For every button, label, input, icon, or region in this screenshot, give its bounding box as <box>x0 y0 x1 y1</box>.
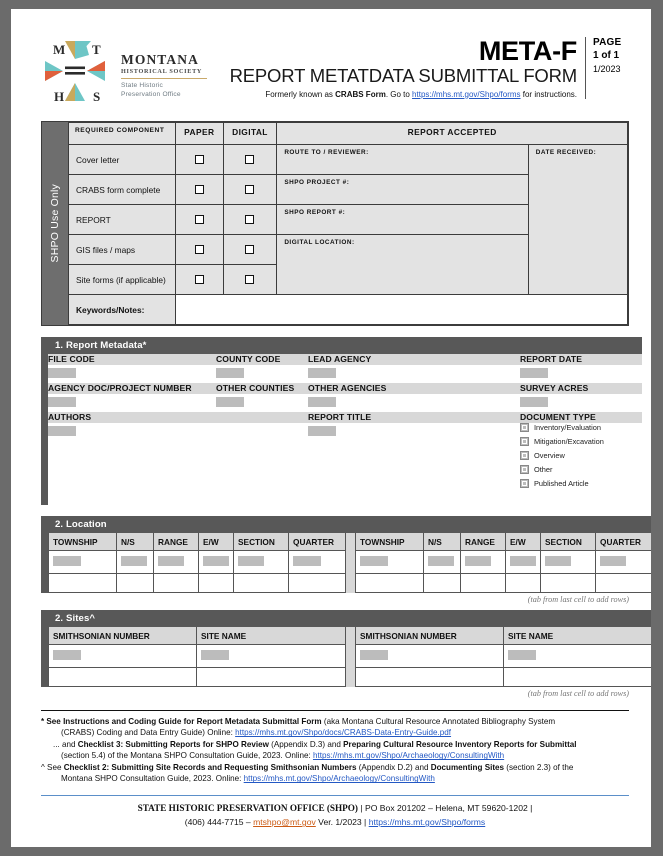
cell-smithsonian-2-r2[interactable] <box>356 668 504 687</box>
cell-ew-1-r1[interactable] <box>199 551 234 574</box>
input-report-title[interactable] <box>308 423 520 505</box>
footnote-text-8: Montana SHPO Consultation Guide, 2023. Online: <box>61 774 244 784</box>
section-sites <box>41 610 629 687</box>
footnote-2 <box>41 739 629 750</box>
form-field-shading <box>520 368 548 378</box>
logo-divider <box>121 78 207 79</box>
footer-forms-link[interactable]: https://mhs.mt.gov/Shpo/forms <box>368 817 486 828</box>
cell-ew-2-r2[interactable] <box>506 574 541 593</box>
montana-star-logo-icon <box>39 35 111 107</box>
col-range-2: RANGE <box>461 533 506 551</box>
option-label: Other <box>534 465 553 474</box>
field-route-to-reviewer[interactable]: ROUTE TO / REVIEWER: <box>277 145 528 175</box>
sites-table <box>48 627 651 687</box>
label-file-code: FILE CODE <box>48 354 216 365</box>
input-survey-acres[interactable] <box>520 394 642 412</box>
label-report-date: REPORT DATE <box>520 354 642 365</box>
table-row <box>48 394 642 412</box>
cell-township-2-r1[interactable] <box>356 551 424 574</box>
footnote-bold-2: Checklist 3: Submitting Reports for SHPO Review <box>77 739 269 749</box>
cell-smithsonian-2-r1[interactable] <box>356 645 504 668</box>
cell-range-2-r1[interactable] <box>461 551 506 574</box>
col-ew-2: E/W <box>506 533 541 551</box>
footnote-text-6: (Appendix D.2) and <box>356 762 431 772</box>
cell-section-1-r2[interactable] <box>234 574 289 593</box>
section-sites-title: 2. Sites^ <box>48 610 651 627</box>
shpo-use-only-block <box>41 121 629 326</box>
label-report-title: REPORT TITLE <box>308 412 520 423</box>
form-field-shading <box>121 556 147 566</box>
col-section-2: SECTION <box>541 533 596 551</box>
form-title-block <box>230 35 637 99</box>
cell-ew-1-r2[interactable] <box>199 574 234 593</box>
component-crabs-form: CRABS form complete <box>69 175 176 205</box>
form-subtitle <box>230 90 577 100</box>
input-other-agencies[interactable] <box>308 394 520 412</box>
table-row <box>48 412 642 423</box>
table-gutter <box>346 645 356 668</box>
col-smithsonian-number-1: SMITHSONIAN NUMBER <box>49 627 197 645</box>
checkbox-icon[interactable] <box>195 185 204 194</box>
table-gutter <box>346 627 356 645</box>
form-field-shading <box>308 426 336 436</box>
component-gis-files: GIS files / maps <box>69 235 176 265</box>
checkbox-icon[interactable] <box>520 423 529 432</box>
section-accent-bar <box>41 337 48 505</box>
paper-checkbox-cover-letter[interactable] <box>175 145 223 175</box>
component-report: REPORT <box>69 205 176 235</box>
form-field-shading <box>508 650 536 660</box>
footer-phone: (406) 444-7715 – <box>184 817 254 828</box>
input-file-code[interactable] <box>48 365 216 383</box>
digital-checkbox-gis-files[interactable] <box>223 235 277 265</box>
option-overview[interactable] <box>520 451 642 460</box>
table-row <box>69 145 628 175</box>
form-field-shading <box>308 397 336 407</box>
report-metadata-table <box>48 354 642 505</box>
component-site-forms: Site forms (if applicable) <box>69 265 176 295</box>
table-gutter <box>346 551 356 574</box>
table-row <box>48 383 642 394</box>
label-keywords-notes: Keywords/Notes: <box>69 295 176 325</box>
cell-ns-1-r2[interactable] <box>117 574 154 593</box>
footer-email-link[interactable]: mtshpo@mt.gov <box>253 817 316 828</box>
label-county-code: COUNTY CODE <box>216 354 308 365</box>
option-label: Overview <box>534 451 565 460</box>
footnote-bold-5: Documenting Sites <box>430 762 505 772</box>
footnote-3 <box>41 762 629 773</box>
col-township-2: TOWNSHIP <box>356 533 424 551</box>
checkbox-icon[interactable] <box>245 215 254 224</box>
table-row <box>49 533 652 551</box>
form-title: REPORT METATDATA SUBMITTAL FORM <box>229 65 577 87</box>
cell-quarter-1-r1[interactable] <box>289 551 346 574</box>
footnote-text-3: ... and <box>53 739 78 749</box>
checkbox-icon[interactable] <box>520 451 529 460</box>
cell-ns-1-r1[interactable] <box>117 551 154 574</box>
col-smithsonian-number-2: SMITHSONIAN NUMBER <box>356 627 504 645</box>
cell-site-name-2-r1[interactable] <box>504 645 652 668</box>
document-header <box>11 9 651 107</box>
paper-checkbox-site-forms[interactable] <box>175 265 223 295</box>
shpo-table <box>68 122 628 325</box>
cell-ew-2-r1[interactable] <box>506 551 541 574</box>
table-row <box>49 574 652 593</box>
checkbox-icon[interactable] <box>245 155 254 164</box>
table-row <box>69 295 628 325</box>
cell-site-name-2-r2[interactable] <box>504 668 652 687</box>
checkbox-icon[interactable] <box>520 465 529 474</box>
section-accent-bar <box>41 610 48 687</box>
label-lead-agency: LEAD AGENCY <box>308 354 520 365</box>
form-field-shading <box>216 368 244 378</box>
footnote-text-4: (Appendix D.3) and <box>268 739 344 749</box>
form-field-shading <box>600 556 626 566</box>
cell-quarter-1-r2[interactable] <box>289 574 346 593</box>
consulting-with-link-1[interactable]: https://mhs.mt.gov/Shpo/Archaeology/ConsultingWith <box>312 751 505 761</box>
form-field-shading <box>48 426 76 436</box>
form-field-shading <box>520 397 548 407</box>
section-report-metadata <box>41 337 629 505</box>
cell-township-1-r1[interactable] <box>49 551 117 574</box>
cell-range-2-r2[interactable] <box>461 574 506 593</box>
checkbox-icon[interactable] <box>195 275 204 284</box>
cell-smithsonian-1-r2[interactable] <box>49 668 197 687</box>
mhs-logo <box>39 35 207 107</box>
option-published-article[interactable] <box>520 479 642 488</box>
col-ns-1: N/S <box>117 533 154 551</box>
table-row <box>48 423 642 505</box>
col-quarter-2: QUARTER <box>596 533 652 551</box>
section1-title: 1. Report Metadata* <box>48 337 642 354</box>
label-other-agencies: OTHER AGENCIES <box>308 383 520 394</box>
table-gutter <box>346 574 356 593</box>
field-shpo-report-number[interactable]: SHPO REPORT #: <box>277 205 528 235</box>
checkbox-icon[interactable] <box>245 275 254 284</box>
subtitle-mid: . Go to <box>385 89 413 99</box>
input-lead-agency[interactable] <box>308 365 520 383</box>
footnote-marker: * See <box>41 717 64 726</box>
label-survey-acres: SURVEY ACRES <box>520 383 642 394</box>
document-page <box>11 9 651 847</box>
table-gutter <box>346 533 356 551</box>
checkbox-icon[interactable] <box>520 479 529 488</box>
cell-site-name-1-r2[interactable] <box>197 668 346 687</box>
table-row <box>69 123 628 145</box>
footer-address: | PO Box 201202 – Helena, MT 59620-1202 | <box>358 803 533 814</box>
svg-text:M: M <box>53 42 66 57</box>
field-digital-location[interactable]: DIGITAL LOCATION: <box>277 235 528 295</box>
form-field-shading <box>510 556 536 566</box>
footer-office-name: STATE HISTORIC PRESERVATION OFFICE (SHPO) <box>137 803 358 814</box>
form-field-shading <box>360 650 388 660</box>
component-cover-letter: Cover letter <box>69 145 176 175</box>
footnote-3b <box>41 773 629 784</box>
checkbox-icon[interactable] <box>245 245 254 254</box>
svg-text:S: S <box>93 89 101 104</box>
cell-township-1-r2[interactable] <box>49 574 117 593</box>
option-label: Inventory/Evaluation <box>534 423 601 432</box>
document-footer <box>41 795 629 829</box>
footnote-text-1: (aka Montana Cultural Resource Annotated Bibliography System <box>321 717 556 726</box>
form-field-shading <box>308 368 336 378</box>
checkbox-icon[interactable] <box>520 437 529 446</box>
option-label: Mitigation/Excavation <box>534 437 604 446</box>
checkbox-icon[interactable] <box>195 155 204 164</box>
section-location-title: 2. Location <box>48 516 651 533</box>
paper-checkbox-report[interactable] <box>175 205 223 235</box>
digital-checkbox-crabs-form[interactable] <box>223 175 277 205</box>
col-required-component: REQUIRED COMPONENT <box>69 123 176 145</box>
footnote-bold-1: Instructions and Coding Guide for Report Metadata Submittal Form <box>63 717 322 726</box>
form-field-shading <box>158 556 184 566</box>
section-accent-bar <box>41 516 48 593</box>
cell-quarter-2-r2[interactable] <box>596 574 652 593</box>
subtitle-prefix: Formerly known as <box>265 89 336 99</box>
logo-office-line2: Preservation Office <box>121 90 181 98</box>
consulting-with-link-2[interactable]: https://mhs.mt.gov/Shpo/Archaeology/ConsultingWith <box>243 774 435 784</box>
cell-range-1-r1[interactable] <box>154 551 199 574</box>
option-inventory-evaluation[interactable] <box>520 423 642 432</box>
form-field-shading <box>216 397 244 407</box>
table-row <box>49 627 652 645</box>
cell-ns-2-r1[interactable] <box>424 551 461 574</box>
cell-quarter-2-r1[interactable] <box>596 551 652 574</box>
label-authors: AUTHORS <box>48 412 308 423</box>
digital-checkbox-cover-letter[interactable] <box>223 145 277 175</box>
footnote-bold-4: Checklist 2: Submitting Site Records and Requesting Smithsonian Numbers <box>63 762 357 772</box>
form-field-shading <box>48 397 76 407</box>
form-field-shading <box>360 556 388 566</box>
cell-township-2-r2[interactable] <box>356 574 424 593</box>
page-label: PAGE <box>593 37 622 48</box>
logo-org-name: MONTANA <box>121 51 199 67</box>
col-quarter-1: QUARTER <box>289 533 346 551</box>
footnote-1b <box>41 727 629 738</box>
input-report-date[interactable] <box>520 365 642 383</box>
footnote-1 <box>41 716 629 727</box>
field-date-received[interactable]: DATE RECEIVED: <box>528 145 627 295</box>
input-authors[interactable] <box>48 423 308 505</box>
footnote-text-2: (CRABS) Coding and Data Entry Guide) Online: <box>61 728 236 738</box>
col-ew-1: E/W <box>199 533 234 551</box>
checkbox-icon[interactable] <box>245 185 254 194</box>
label-other-counties: OTHER COUNTIES <box>216 383 308 394</box>
digital-checkbox-report[interactable] <box>223 205 277 235</box>
input-other-counties[interactable] <box>216 394 308 412</box>
instructions-link[interactable]: https://mhs.mt.gov/Shpo/forms <box>412 89 521 99</box>
sites-tab-note: (tab from last cell to add rows) <box>527 689 629 698</box>
form-field-shading <box>53 650 81 660</box>
shpo-use-only-label: SHPO Use Only <box>42 122 68 325</box>
form-field-shading <box>465 556 491 566</box>
option-label: Published Article <box>534 479 589 488</box>
option-other[interactable] <box>520 465 642 474</box>
section-location <box>41 516 642 593</box>
form-version: 1/2023 <box>593 64 621 74</box>
paper-checkbox-crabs-form[interactable] <box>175 175 223 205</box>
footnotes <box>41 710 629 785</box>
form-field-shading <box>203 556 229 566</box>
svg-text:H: H <box>54 89 65 104</box>
form-field-shading <box>238 556 264 566</box>
form-field-shading <box>293 556 321 566</box>
form-field-shading <box>53 556 81 566</box>
table-row <box>48 365 642 383</box>
checkbox-icon[interactable] <box>195 245 204 254</box>
crabs-guide-link[interactable]: https://mhs.mt.gov/Shpo/docs/CRABS-Data-Entry-Guide.pdf <box>235 728 452 738</box>
footnote-bold-3: Preparing Cultural Resource Inventory Reports for Submittal <box>343 739 577 749</box>
location-table <box>48 533 651 593</box>
form-field-shading <box>48 368 76 378</box>
page-number: 1 of 1 <box>593 49 620 61</box>
col-township-1: TOWNSHIP <box>49 533 117 551</box>
checkbox-icon[interactable] <box>195 215 204 224</box>
label-agency-doc-number: AGENCY DOC/PROJECT NUMBER <box>48 383 216 394</box>
form-field-shading <box>428 556 454 566</box>
svg-text:T: T <box>92 42 101 57</box>
document-type-options <box>520 423 642 505</box>
cell-section-2-r2[interactable] <box>541 574 596 593</box>
cell-smithsonian-1-r1[interactable] <box>49 645 197 668</box>
label-document-type: DOCUMENT TYPE <box>520 412 642 423</box>
table-row <box>48 354 642 365</box>
option-mitigation-excavation[interactable] <box>520 437 642 446</box>
field-shpo-project-number[interactable]: SHPO PROJECT #: <box>277 175 528 205</box>
table-gutter <box>346 668 356 687</box>
col-section-1: SECTION <box>234 533 289 551</box>
col-paper: PAPER <box>175 123 223 145</box>
col-report-accepted: REPORT ACCEPTED <box>277 123 628 145</box>
subtitle-bold: CRABS Form <box>335 89 386 99</box>
subtitle-suffix: for instructions. <box>520 89 577 99</box>
col-site-name-1: SITE NAME <box>197 627 346 645</box>
logo-org-sub: HISTORICAL SOCIETY <box>121 67 203 75</box>
footnote-marker-2: ^ See <box>41 762 64 772</box>
input-county-code[interactable] <box>216 365 308 383</box>
cell-ns-2-r2[interactable] <box>424 574 461 593</box>
col-range-1: RANGE <box>154 533 199 551</box>
paper-checkbox-gis-files[interactable] <box>175 235 223 265</box>
digital-checkbox-site-forms[interactable] <box>223 265 277 295</box>
footnote-text-5: (section 5.4) of the Montana SHPO Consultation Guide, 2023. Online: <box>61 751 313 761</box>
footnote-text-7: (section 2.3) of the <box>504 762 574 772</box>
location-tab-note: (tab from last cell to add rows) <box>527 595 629 604</box>
table-row <box>49 551 652 574</box>
field-keywords-notes[interactable] <box>175 295 627 325</box>
footnote-2b <box>41 750 629 761</box>
table-row <box>49 668 652 687</box>
form-field-shading <box>201 650 229 660</box>
input-agency-doc-number[interactable] <box>48 394 216 412</box>
col-site-name-2: SITE NAME <box>504 627 652 645</box>
cell-section-1-r1[interactable] <box>234 551 289 574</box>
form-field-shading <box>545 556 571 566</box>
form-code: META-F <box>478 36 577 66</box>
table-row <box>49 645 652 668</box>
col-digital: DIGITAL <box>223 123 277 145</box>
cell-section-2-r1[interactable] <box>541 551 596 574</box>
logo-office-line1: State Historic <box>121 81 164 89</box>
col-ns-2: N/S <box>424 533 461 551</box>
cell-site-name-1-r1[interactable] <box>197 645 346 668</box>
cell-range-1-r2[interactable] <box>154 574 199 593</box>
footer-version: Ver. 1/2023 | <box>315 817 369 828</box>
